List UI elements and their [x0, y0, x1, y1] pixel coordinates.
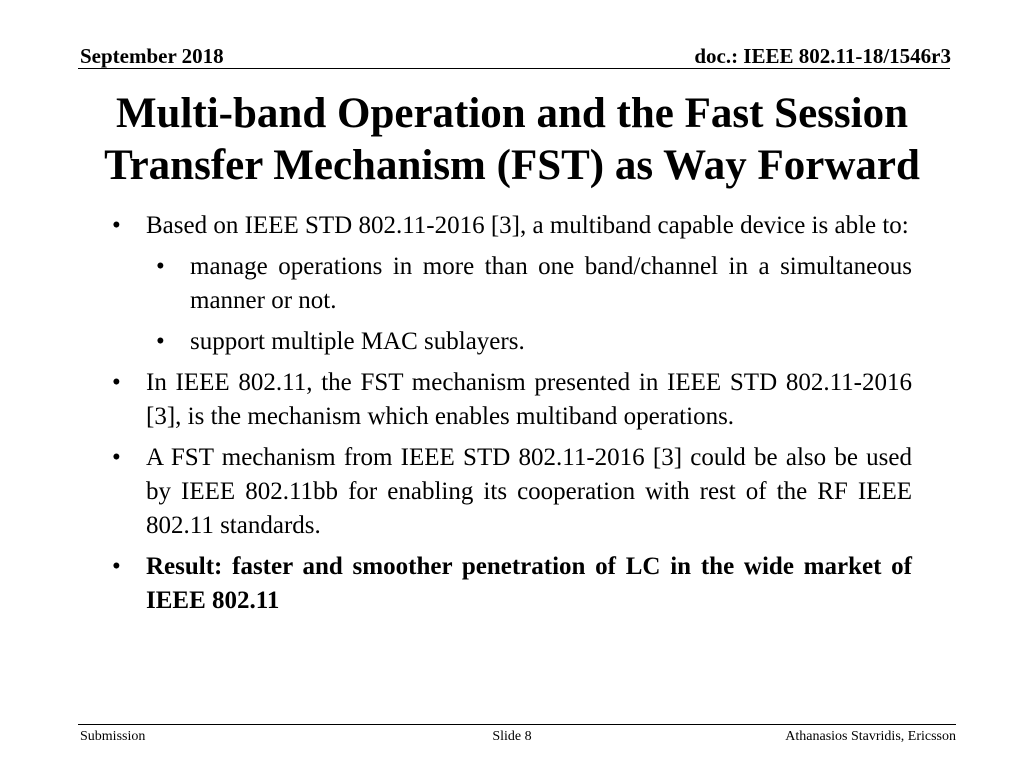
bullet-text: Based on IEEE STD 802.11-2016 [3], a multiband capable device is able to: — [146, 212, 909, 239]
bullet-dot-icon: • — [112, 553, 121, 580]
slide-title-line-2: Transfer Mechanism (FST) as Way Forward — [104, 142, 920, 189]
header-doc-id: doc.: IEEE 802.11-18/1546r3 — [694, 44, 951, 68]
bullet-dot-icon: • — [156, 253, 165, 280]
bullet-text: In IEEE 802.11, the FST mechanism presented in IEEE STD 802.11-2016 [3], is the mechanism which enables multiband operations. — [146, 369, 912, 430]
header-divider — [78, 68, 950, 69]
slide-title-line-1: Multi-band Operation and the Fast Session — [115, 90, 909, 137]
slide-title — [40, 88, 984, 192]
footer-submission: Submission — [80, 729, 146, 744]
footer-divider — [78, 724, 956, 725]
bullet-text: support multiple MAC sublayers. — [190, 328, 525, 355]
bullet-text: manage operations in more than one band/channel in a simultaneous manner or not. — [190, 253, 912, 314]
bullet-multiband-device — [112, 209, 912, 243]
slide-body — [112, 209, 912, 625]
bullet-dot-icon: • — [156, 328, 165, 355]
bullet-fst-mechanism — [112, 366, 912, 434]
sub-bullet-mac-sublayers — [156, 325, 912, 359]
sub-bullet-manage-operations — [156, 250, 912, 318]
footer-slide-number: Slide 8 — [492, 729, 532, 744]
header-date: September 2018 — [80, 44, 224, 68]
bullet-dot-icon: • — [112, 212, 121, 239]
bullet-text: A FST mechanism from IEEE STD 802.11-2016 [3] could be also be used by IEEE 802.11bb for enabling its cooperation with rest of the RF IEEE 802.11 standards. — [146, 444, 912, 539]
bullet-fst-80211bb — [112, 441, 912, 543]
bullet-dot-icon: • — [112, 444, 121, 471]
footer-author: Athanasios Stavridis, Ericsson — [785, 729, 956, 744]
bullet-text: Result: faster and smoother penetration of LC in the wide market of IEEE 802.11 — [146, 553, 912, 614]
bullet-result — [112, 550, 912, 618]
bullet-dot-icon: • — [112, 369, 121, 396]
